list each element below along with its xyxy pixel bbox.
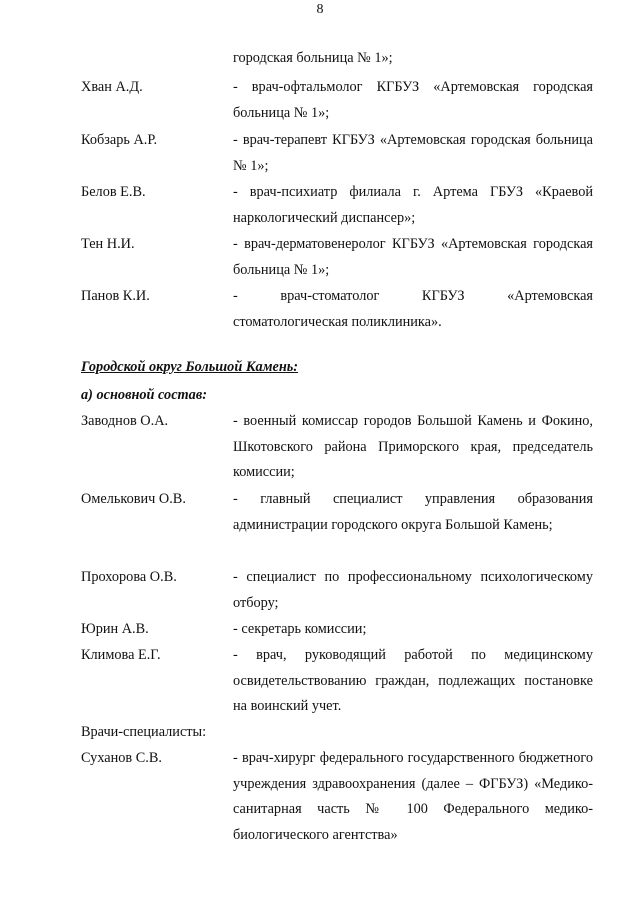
member-role: - врач-терапевт КГБУЗ «Артемовская городская больница № 1»; <box>233 132 593 174</box>
member-name: Хван А.Д. <box>81 79 143 95</box>
continued-text: городская больница № 1»; <box>233 50 393 66</box>
member-role: - секретарь комиссии; <box>233 621 367 637</box>
member-name: Юрин А.В. <box>81 621 149 637</box>
member-role: - военный комиссар городов Большой Камень и Фокино, Шкотовского района Приморского края, председатель комиссии; <box>233 413 593 480</box>
member-name: Прохорова О.В. <box>81 569 177 585</box>
member-name: Климова Е.Г. <box>81 647 161 663</box>
member-role: - врач-стоматолог КГБУЗ «Артемовская стоматологическая поликлиника». <box>233 288 593 330</box>
member-name: Тен Н.И. <box>81 236 135 252</box>
member-name: Панов К.И. <box>81 288 150 304</box>
member-role: - главный специалист управления образования администрации городского округа Большой Камень; <box>233 491 593 533</box>
subsection-heading: а) основной состав: <box>81 387 207 403</box>
member-role: - врач-дерматовенеролог КГБУЗ «Артемовская городская больница № 1»; <box>233 236 593 278</box>
member-role: - врач, руководящий работой по медицинскому освидетельствованию граждан, подлежащих постановке на воинский учет. <box>233 647 593 714</box>
member-role: - врач-хирург федерального государственного бюджетного учреждения здравоохранения (далее – ФГБУЗ) «Медико-санитарная часть № 100 Федерального медико-биологического агентства» <box>233 750 593 843</box>
member-role: - специалист по профессиональному психологическому отбору; <box>233 569 593 611</box>
member-name: Суханов С.В. <box>81 750 162 766</box>
member-role: - врач-офтальмолог КГБУЗ «Артемовская городская больница № 1»; <box>233 79 593 121</box>
section-heading: Городской округ Большой Камень: <box>81 359 299 375</box>
member-name: Заводнов О.А. <box>81 413 169 429</box>
doctors-label: Врачи-специалисты: <box>81 724 207 740</box>
member-name: Кобзарь А.Р. <box>81 132 158 148</box>
member-name: Белов Е.В. <box>81 184 146 200</box>
member-name: Омелькович О.В. <box>81 491 186 507</box>
member-role: - врач-психиатр филиала г. Артема ГБУЗ «Краевой наркологический диспансер»; <box>233 184 593 226</box>
page-number: 8 <box>316 2 324 17</box>
